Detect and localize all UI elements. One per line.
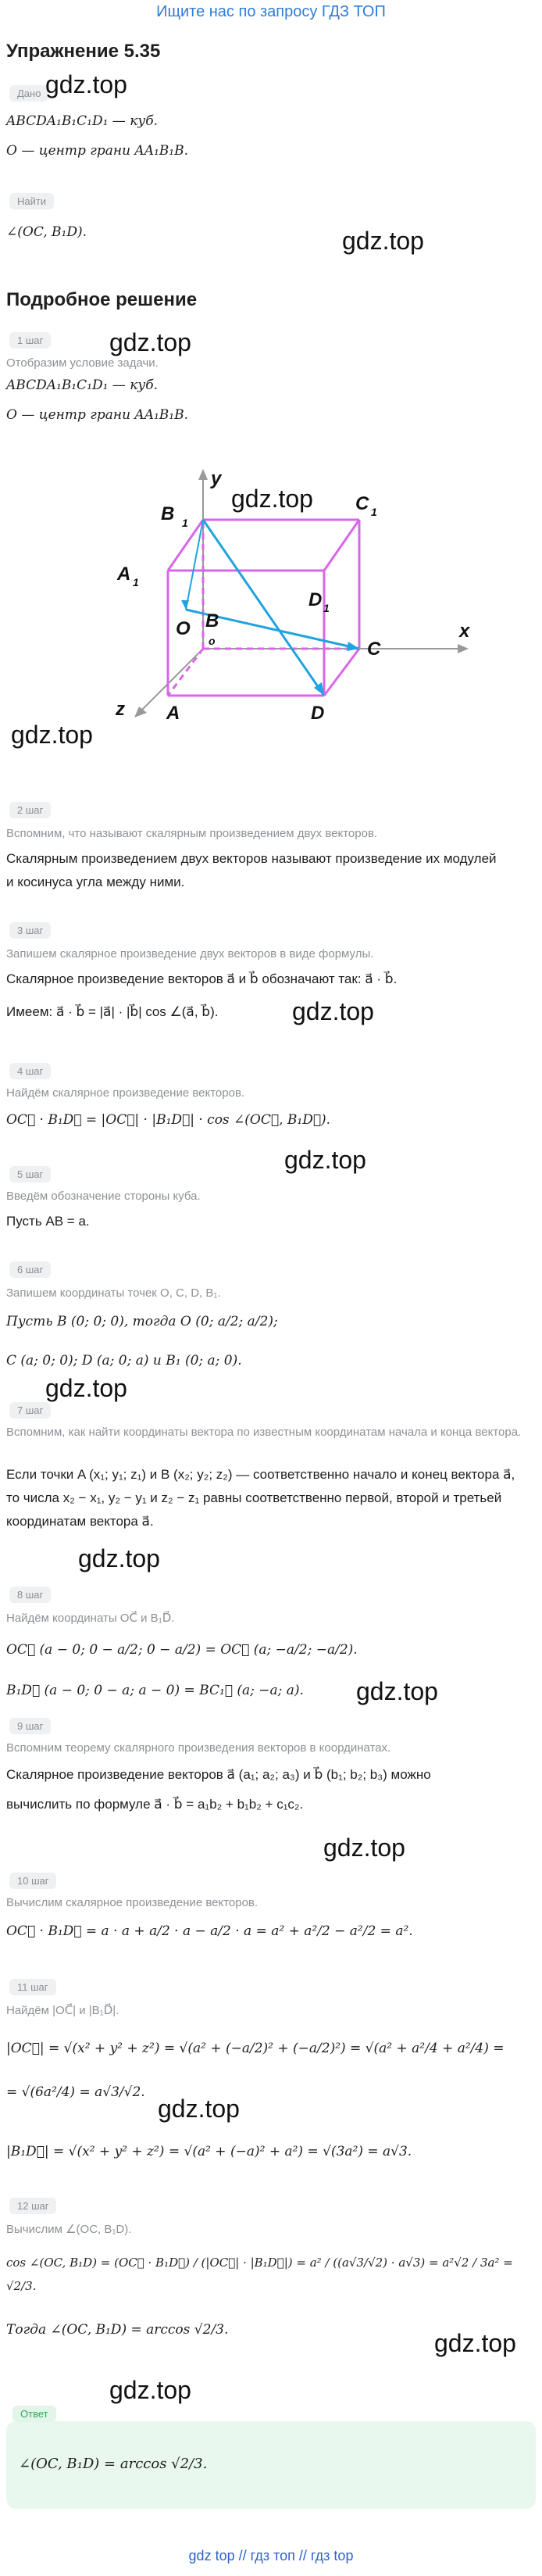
label-A1-sub: 1 xyxy=(133,576,139,589)
step-note: Отобразим условие задачи. xyxy=(6,356,159,370)
z-axis xyxy=(141,649,203,711)
watermark: gdz.top xyxy=(231,485,313,513)
step-line: Пусть B (0; 0; 0), тогда O (0; a/2; a/2); xyxy=(6,1314,278,1329)
edge-BA xyxy=(168,649,203,696)
answer-text: ∠(OC, B₁D) = arccos √2/3. xyxy=(19,2456,208,2472)
watermark: gdz.top xyxy=(45,70,127,98)
label-C1-sub: 1 xyxy=(371,506,377,518)
label-B1: B xyxy=(161,503,175,524)
label-A1: A xyxy=(117,564,131,585)
step-label: 12 шаг xyxy=(9,2198,56,2214)
watermark: gdz.top xyxy=(109,328,191,356)
step-line: OC⃗ · B₁D⃗ = |OC⃗| · |B₁D⃗| · cos ∠(OC⃗, B₁D⃗). xyxy=(6,1112,331,1128)
given-line2: O — центр грани AA₁B₁B. xyxy=(6,143,189,159)
label-D1-sub: 1 xyxy=(323,602,330,614)
vector-B1D xyxy=(203,520,324,696)
step-line: Пусть AB = a. xyxy=(6,1214,90,1229)
step-note: Вспомним, что называют скалярным произведением двух векторов. xyxy=(6,827,378,840)
step-note: Найдём скалярное произведение векторов. xyxy=(6,1086,245,1100)
watermark: gdz.top xyxy=(323,1834,405,1862)
step-label: 1 шаг xyxy=(9,332,51,349)
label-x: x xyxy=(459,621,470,642)
step-line: |OC⃗| = √(x² + y² + z²) = √(a² + (−a/2)² + (−a/2)²) = √(a² + a²/4 + a²/4) = xyxy=(6,2041,505,2056)
label-o: o xyxy=(209,635,216,647)
step-label: 10 шаг xyxy=(9,1873,56,1889)
step-line: |B₁D⃗| = √(x² + y² + z²) = √(a² + (−a)² + a²) = √(3a²) = a√3. xyxy=(6,2144,412,2159)
step-note: Найдём |OC⃗| и |B₁D⃗|. xyxy=(6,2004,119,2017)
answer-label: Ответ xyxy=(12,2406,56,2422)
step-text: Если точки A (x₁; y₁; z₁) и B (x₂; y₂; z₂) — соответственно начало и конец вектора a⃗, то числа x₂ − x₁, y₂ − y₁ и z₂ − z₁ равны соответственно первой, второй и третьей координатам вектора a⃗. xyxy=(6,1467,515,1529)
y-axis-arrow xyxy=(198,469,208,480)
x-axis-arrow xyxy=(458,644,469,653)
label-A: A xyxy=(166,703,180,724)
step-line: = √(6a²/4) = a√3/√2. xyxy=(6,2084,145,2100)
watermark: gdz.top xyxy=(109,2376,191,2404)
solution-title: Подробное решение xyxy=(6,289,198,310)
find-line: ∠(OC, B₁D). xyxy=(6,224,87,240)
step-label: 7 шаг xyxy=(9,1402,51,1419)
edge-DC xyxy=(324,649,359,696)
step-note: Запишем скалярное произведение двух векторов в виде формулы. xyxy=(6,947,374,961)
watermark: gdz.top xyxy=(434,2329,516,2357)
label-D: D xyxy=(311,703,325,724)
label-z: z xyxy=(116,699,125,720)
step-label: 11 шаг xyxy=(9,1979,56,1995)
label-D1: D xyxy=(308,589,323,610)
label-C: C xyxy=(367,639,381,660)
watermark: gdz.top xyxy=(158,2095,240,2123)
step-label: 4 шаг xyxy=(9,1063,51,1079)
label-O: O xyxy=(176,618,191,639)
step-label: 6 шаг xyxy=(9,1261,51,1278)
step-note: Вычислим скалярное произведение векторов. xyxy=(6,1896,259,1909)
step-note: Вычислим ∠(OC, B₁D). xyxy=(6,2223,132,2236)
search-banner[interactable]: Ищите нас по запросу ГДЗ ТОП xyxy=(156,3,386,20)
step-note: Найдём координаты OC⃗ и B₁D⃗. xyxy=(6,1612,175,1625)
step-label: 5 шаг xyxy=(9,1166,51,1182)
given-line1: ABCDA₁B₁C₁D₁ — куб. xyxy=(6,113,158,129)
step-line: O — центр грани AA₁B₁B. xyxy=(6,407,189,423)
step-line: C (a; 0; 0); D (a; 0; a) и B₁ (0; a; 0). xyxy=(6,1353,242,1368)
step-line: B₁D⃗ (a − 0; 0 − a; a − 0) = BC₁⃗ (a; −a; a). xyxy=(6,1683,304,1698)
step-line: cos ∠(OC, B₁D) = (OC⃗ · B₁D⃗) / (|OC⃗| · |B₁D⃗|) = a² / ((a√3/√2) · a√3) = a²√2 / 3a² = √2/3. xyxy=(6,2256,513,2293)
edge-C1D1 xyxy=(324,520,359,571)
step-line: ABCDA₁B₁C₁D₁ — куб. xyxy=(6,377,158,393)
step-line: Тогда ∠(OC, B₁D) = arccos √2/3. xyxy=(6,2322,229,2338)
step-note: Вспомним, как найти координаты вектора по известным координатам начала и конца вектора. xyxy=(6,1426,522,1439)
step-label: 3 шаг xyxy=(9,922,51,939)
step-note: Введём обозначение стороны куба. xyxy=(6,1190,201,1203)
step-line: Скалярное произведение векторов a⃗ и b⃗ обозначают так: a⃗ · b⃗. xyxy=(6,971,398,986)
watermark: gdz.top xyxy=(78,1544,160,1572)
label-C1: C xyxy=(355,493,369,514)
watermark: gdz.top xyxy=(45,1374,127,1402)
z-axis-arrow xyxy=(134,707,147,717)
page-title: Упражнение 5.35 xyxy=(6,41,161,62)
given-label: Дано xyxy=(9,85,48,102)
watermark: gdz.top xyxy=(356,1677,438,1705)
step-line: Имеем: a⃗ · b⃗ = |a⃗| · |b⃗| cos ∠(a⃗, b⃗). xyxy=(6,1004,219,1019)
watermark: gdz.top xyxy=(11,721,93,749)
watermark: gdz.top xyxy=(284,1146,366,1174)
watermark: gdz.top xyxy=(292,997,374,1025)
step-note: Вспомним теорему скалярного произведения векторов в координатах. xyxy=(6,1741,391,1755)
step-line: OC⃗ · B₁D⃗ = a · a + a/2 · a − a/2 · a = a² + a²/2 − a²/2 = a². xyxy=(6,1923,413,1939)
step-line: Скалярное произведение векторов a⃗ (a₁; a₂; a₃) и b⃗ (b₁; b₂; b₃) можно xyxy=(6,1767,431,1782)
point-O-arrow xyxy=(181,600,189,610)
step-line: вычислить по формуле a⃗ · b⃗ = a₁b₂ + b₁b₂ + c₁c₂. xyxy=(6,1797,304,1812)
find-label: Найти xyxy=(9,193,54,209)
label-B1-sub: 1 xyxy=(182,517,188,529)
label-B: B xyxy=(205,610,219,631)
watermark: gdz.top xyxy=(342,227,424,255)
step-label: 8 шаг xyxy=(9,1587,51,1603)
label-y: y xyxy=(211,468,222,489)
step-text: Скалярным произведением двух векторов называют произведение их модулей и косинуса угла между ними. xyxy=(6,851,497,889)
step-label: 9 шаг xyxy=(9,1718,51,1734)
footer-links[interactable]: gdz top // гдз топ // гдз top xyxy=(188,2548,354,2563)
step-note: Запишем координаты точек O, C, D, B₁. xyxy=(6,1286,221,1300)
step-label: 2 шаг xyxy=(9,802,51,818)
step-line: OC⃗ (a − 0; 0 − a/2; 0 − a/2) = OC⃗ (a; −a/2; −a/2). xyxy=(6,1642,358,1658)
